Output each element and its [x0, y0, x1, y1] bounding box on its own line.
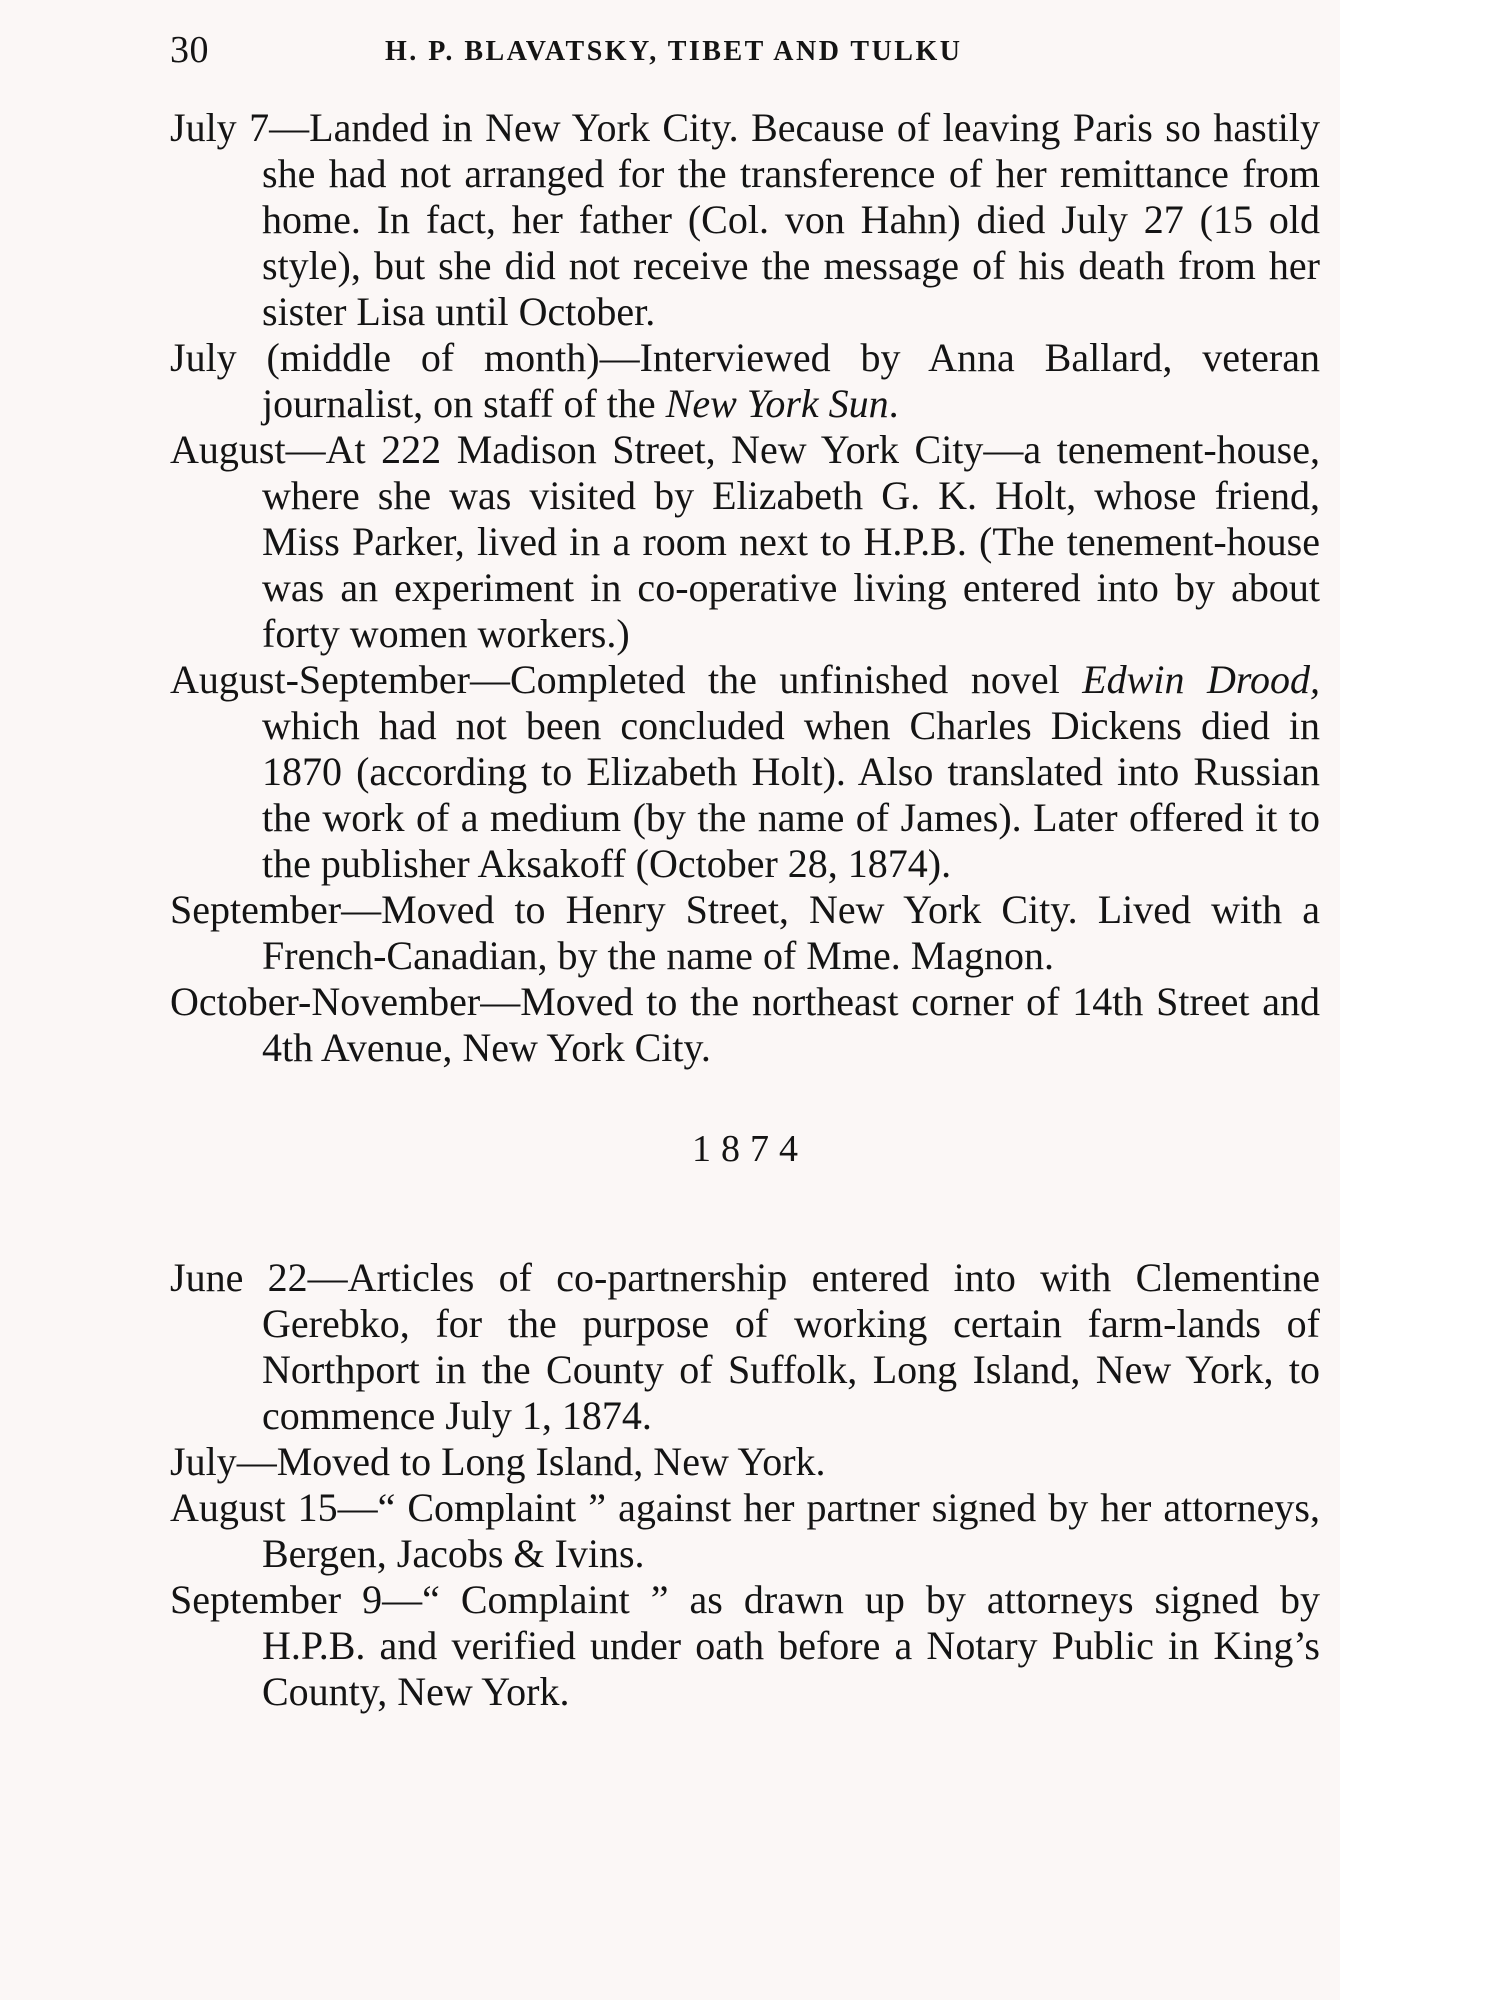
entry-italic-title: New York Sun [665, 381, 889, 426]
year-heading: 1874 [692, 1128, 808, 1170]
running-head [170, 28, 1320, 78]
entry-text: —At 222 Madison Street, New York City—a tenement-house, where she was visited by Elizabeth G. K. Holt, whose friend, Miss Parker, lived in a room next to H.P.B. (The tenement-house was an experiment in co-operative living entered into by about forty women workers.) [262, 427, 1320, 656]
entry-date: August 15 [170, 1485, 338, 1530]
entry-text: —Moved to the northeast corner of 14th Street and 4th Avenue, New York City. [262, 979, 1320, 1070]
chronology-text [170, 105, 1320, 1715]
entry-august-september [170, 657, 1320, 887]
entry-text: —“ Complaint ” against her partner signed by her attorneys, Bergen, Jacobs & Ivins. [262, 1485, 1320, 1576]
entry-date: August [170, 427, 286, 472]
entry-date: June 22 [170, 1255, 308, 1300]
entry-august-15 [170, 1485, 1320, 1577]
entry-text: —Moved to Long Island, New York. [236, 1439, 826, 1484]
running-title: H. P. BLAVATSKY, TIBET AND TULKU [385, 36, 963, 67]
entry-text-end: which had not been concluded when Charles Dickens died in 1870 (according to Elizabeth Holt). Also translated into Russian the work of a medium (by the name of James). Later offered it to the publisher Aksakoff (October 28, 1874). [262, 703, 1320, 886]
entry-date: July 7 [170, 105, 270, 150]
entry-text: —Moved to Henry Street, New York City. Lived with a French-Canadian, by the name of Mme. Magnon. [262, 887, 1320, 978]
entry-text: —Completed the unfinished novel [469, 657, 1083, 702]
entry-italic-title: Edwin Drood, [1082, 657, 1320, 702]
entry-text: —Landed in New York City. Because of leaving Paris so hastily she had not arranged for the transference of her remittance from home. In fact, her father (Col. von Hahn) died July 27 (15 old style), but she did not receive the message of his death from her sister Lisa until October. [262, 105, 1320, 334]
entry-date: September [170, 887, 342, 932]
entry-june-22 [170, 1255, 1320, 1439]
entry-text: —Interviewed by Anna Ballard, veteran journalist, on staff of the [262, 335, 1320, 426]
entry-date: July (middle of month) [170, 335, 600, 380]
entry-date: July [170, 1439, 237, 1484]
entry-text-end: . [888, 381, 899, 426]
entry-date: August-September [170, 657, 470, 702]
entry-september-9 [170, 1577, 1320, 1715]
entry-text: —“ Complaint ” as drawn up by attorneys signed by H.P.B. and verified under oath before a Notary Public in King’s County, New York. [262, 1577, 1320, 1714]
page-number: 30 [170, 29, 209, 71]
entry-date: October-November [170, 979, 481, 1024]
entry-september [170, 887, 1320, 979]
entry-july-middle [170, 335, 1320, 427]
entry-july [170, 1439, 1320, 1485]
entry-july-7 [170, 105, 1320, 335]
entry-text: —Articles of co-partnership entered into with Clementine Gerebko, for the purpose of working certain farm-lands of Northport in the County of Suffolk, Long Island, New York, to commence July 1, 1874. [262, 1255, 1320, 1438]
entry-august [170, 427, 1320, 657]
entry-date: September 9 [170, 1577, 383, 1622]
page-margin [1340, 0, 1500, 2000]
entry-october-november [170, 979, 1320, 1071]
